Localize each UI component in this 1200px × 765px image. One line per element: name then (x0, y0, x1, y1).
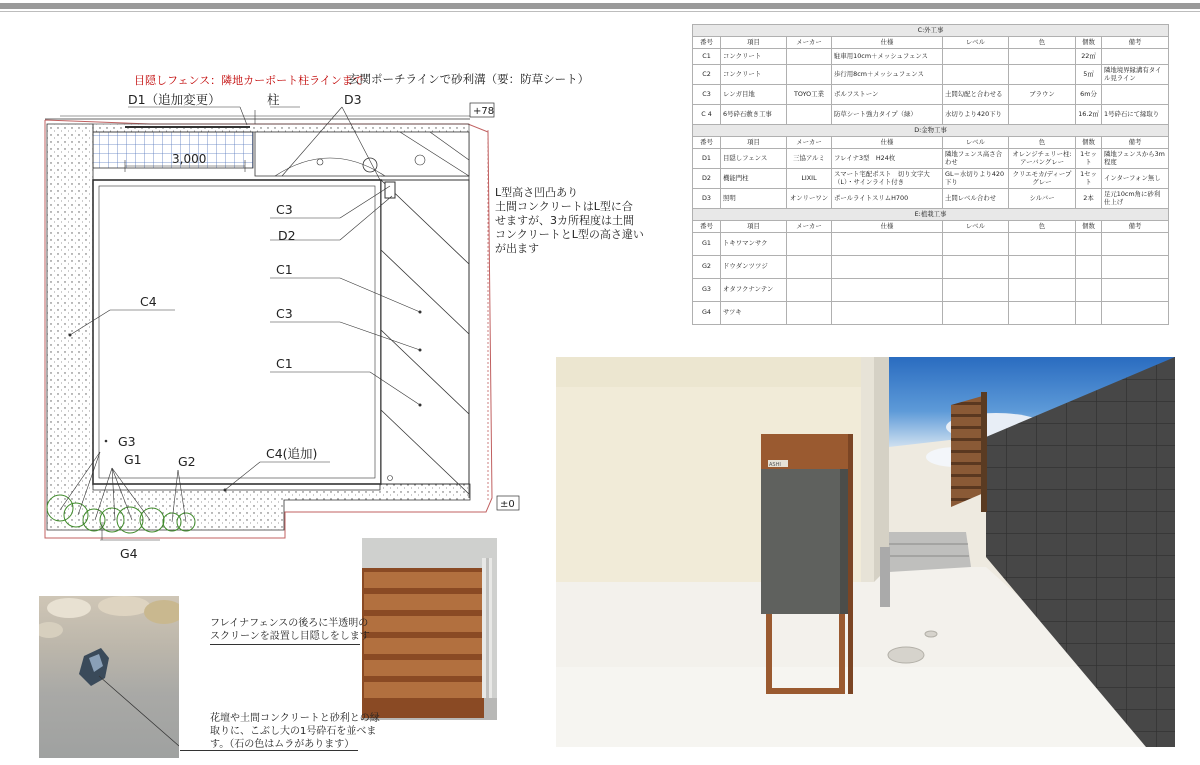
column-header: レベル (943, 221, 1009, 233)
table-cell (1009, 302, 1076, 325)
label-d2: D2 (278, 228, 296, 243)
table-cell: 1セット (1076, 149, 1102, 169)
table-cell (1009, 233, 1076, 256)
table-cell: ドウダンツツジ (721, 256, 787, 279)
column-header: 色 (1009, 37, 1076, 49)
table-cell (832, 233, 943, 256)
table-cell: オタフクナンテン (721, 279, 787, 302)
column-header: 備考 (1102, 137, 1169, 149)
table-cell: G4 (693, 302, 721, 325)
column-header: 仕様 (832, 221, 943, 233)
table-cell: G1 (693, 233, 721, 256)
table-cell (943, 279, 1009, 302)
table-cell (787, 279, 832, 302)
table-cell (787, 65, 832, 85)
table-cell (832, 279, 943, 302)
table-cell: 5㎡ (1076, 65, 1102, 85)
table-cell (832, 256, 943, 279)
table-cell (943, 256, 1009, 279)
level-top: +78 (473, 106, 495, 117)
column-header: 項目 (721, 221, 787, 233)
table-cell: 三協アルミ (787, 149, 832, 169)
table-cell: 機能門柱 (721, 169, 787, 189)
table-cell: インターフォン無し (1102, 169, 1169, 189)
label-c1-mid: C1 (276, 356, 293, 371)
table-cell: 駐車用10cm＋メッシュフェンス (832, 49, 943, 65)
column-headers (693, 37, 1169, 49)
label-c1-top: C1 (276, 262, 293, 277)
table-cell: 歩行用8cm＋メッシュフェンス (832, 65, 943, 85)
column-header: 番号 (693, 37, 721, 49)
table-cell (943, 302, 1009, 325)
table-cell (832, 302, 943, 325)
table-cell (1009, 105, 1076, 125)
column-header: 項目 (721, 37, 787, 49)
stone-photo (39, 596, 179, 758)
table-cell: C3 (693, 85, 721, 105)
table-cell: 1号砕石にて縁取り (1102, 105, 1169, 125)
table-cell: 照明 (721, 189, 787, 209)
render-3d (556, 357, 1175, 747)
table-cell: TOYO工業 (787, 85, 832, 105)
section-header: C:外工事 (693, 25, 1169, 37)
table-cell (1102, 233, 1169, 256)
label-d3: D3 (344, 92, 362, 107)
table-cell: スマート宅配ポスト 切り文字大（L）・サインライト付き (832, 169, 943, 189)
table-cell (1102, 85, 1169, 105)
column-header: メーカー (787, 137, 832, 149)
label-c3-top: C3 (276, 202, 293, 217)
column-header: 色 (1009, 221, 1076, 233)
table-cell: 土間勾配と合わせる (943, 85, 1009, 105)
table-cell: 水切りより420下り (943, 105, 1009, 125)
screen-caption: フレイナフェンスの後ろに半透明の スクリーンを設置し目隠しをします (210, 618, 370, 642)
table-cell (787, 49, 832, 65)
fence-photo (362, 538, 497, 720)
table-row (693, 279, 1169, 302)
label-g3: G3 (118, 434, 136, 449)
table-cell: LIXIL (787, 169, 832, 189)
table-row (693, 149, 1169, 169)
table-cell: トキワマンサク (721, 233, 787, 256)
section-header: E:植栽工事 (693, 209, 1169, 221)
table-cell: 22㎡ (1076, 49, 1102, 65)
table-cell: 土間レベル合わせ (943, 189, 1009, 209)
dimension-label: 3,000 (172, 152, 207, 166)
table-cell: オレンジチェリー柱:アーバングレー (1009, 149, 1076, 169)
table-cell (1102, 49, 1169, 65)
label-c4-add: C4(追加) (266, 446, 318, 461)
table-row (693, 65, 1169, 85)
column-header: 個数 (1076, 137, 1102, 149)
table-cell: GL＝水切りより420下り (943, 169, 1009, 189)
table-cell: 防草シート強力タイプ（緑） (832, 105, 943, 125)
label-g2: G2 (178, 454, 196, 469)
table-cell (1076, 256, 1102, 279)
table-cell: レンガ目地 (721, 85, 787, 105)
column-headers (693, 221, 1169, 233)
table-cell: シルバー (1009, 189, 1076, 209)
column-header: 個数 (1076, 221, 1102, 233)
table-cell (1076, 302, 1102, 325)
label-g4: G4 (120, 546, 138, 560)
table-row (693, 302, 1169, 325)
table-cell (787, 105, 832, 125)
column-header: 番号 (693, 137, 721, 149)
table-row (693, 85, 1169, 105)
table-cell: 足元10cm角に砂利仕上げ (1102, 189, 1169, 209)
table-row (693, 169, 1169, 189)
table-cell: G3 (693, 279, 721, 302)
label-pillar: 柱 (267, 92, 280, 107)
concrete-side (381, 180, 469, 484)
column-header: 個数 (1076, 37, 1102, 49)
table-row (693, 256, 1169, 279)
table-cell (787, 233, 832, 256)
table-cell: ポールライトスリムH700 (832, 189, 943, 209)
table-cell (787, 302, 832, 325)
table-cell: 16.2㎡ (1076, 105, 1102, 125)
label-c4: C4 (140, 294, 157, 309)
table-cell: 隣地フェンスから3m程度 (1102, 149, 1169, 169)
section-header: D:金物工事 (693, 125, 1169, 137)
column-header: 仕様 (832, 37, 943, 49)
column-headers (693, 137, 1169, 149)
table-cell (943, 65, 1009, 85)
column-header: メーカー (787, 37, 832, 49)
spec-table (692, 24, 1169, 325)
column-header: レベル (943, 137, 1009, 149)
table-cell (1102, 256, 1169, 279)
table-cell: D1 (693, 149, 721, 169)
column-header: 備考 (1102, 221, 1169, 233)
label-g1: G1 (124, 452, 142, 467)
table-cell: C2 (693, 65, 721, 85)
l-shape-note: L型高さ凹凸あり 土間コンクリートはL型に合 せますが、3カ所程度は土間 コンクリートとL型の高さ違い が出ます (495, 186, 644, 255)
column-header: 備考 (1102, 37, 1169, 49)
stones-caption: 花壇や土間コンクリートと砂利との縁 取りに、こぶし大の1号砕石を並べま す。（石の色はムラがあります） (210, 713, 380, 750)
table-cell: 6m分 (1076, 85, 1102, 105)
column-header: メーカー (787, 221, 832, 233)
table-cell (1009, 256, 1076, 279)
table-row (693, 49, 1169, 65)
level-zero: ±0 (500, 499, 515, 510)
table-cell: G2 (693, 256, 721, 279)
table-cell: C 4 (693, 105, 721, 125)
table-cell: 2本 (1076, 189, 1102, 209)
post-d2 (385, 182, 395, 198)
concrete-main (93, 180, 381, 484)
table-cell: 隣地境界縁溝有タイル見ライン (1102, 65, 1169, 85)
table-cell: コンクリート (721, 49, 787, 65)
table-cell: C1 (693, 49, 721, 65)
table-cell: コンクリート (721, 65, 787, 85)
table-cell: D3 (693, 189, 721, 209)
table-row (693, 189, 1169, 209)
table-cell: オンリーワン (787, 189, 832, 209)
table-cell: 目隠しフェンス (721, 149, 787, 169)
table-cell: フレイナ3型 H24枚 (832, 149, 943, 169)
table-cell (1009, 279, 1076, 302)
table-row (693, 233, 1169, 256)
table-cell (943, 233, 1009, 256)
table-row (693, 105, 1169, 125)
table-cell: クリエモカ/ディープグレー (1009, 169, 1076, 189)
table-cell: 隣地フェンス高さ合わせ (943, 149, 1009, 169)
gravel-note: 玄関ポーチラインで砂利溝（要：防草シート） (348, 72, 590, 86)
table-cell (1102, 302, 1169, 325)
table-cell: 1セット (1076, 169, 1102, 189)
table-cell (1102, 279, 1169, 302)
table-cell (943, 49, 1009, 65)
table-cell: ボルフストーン (832, 85, 943, 105)
mailbox-text: ASHI (769, 462, 781, 468)
column-header: レベル (943, 37, 1009, 49)
label-c3-mid: C3 (276, 306, 293, 321)
table-cell: D2 (693, 169, 721, 189)
table-cell (787, 256, 832, 279)
table-cell (1076, 279, 1102, 302)
column-header: 項目 (721, 137, 787, 149)
column-header: 番号 (693, 221, 721, 233)
label-d1: D1（追加変更） (128, 92, 221, 107)
fence-note: 目隠しフェンス：隣地カーポート柱ラインまで (134, 74, 364, 87)
table-cell (1009, 49, 1076, 65)
table-cell (1076, 233, 1102, 256)
site-plan (0, 0, 560, 560)
table-cell: サツキ (721, 302, 787, 325)
table-cell (1009, 65, 1076, 85)
table-cell: 6号砕石敷き工事 (721, 105, 787, 125)
column-header: 色 (1009, 137, 1076, 149)
table-cell: ブラウン (1009, 85, 1076, 105)
column-header: 仕様 (832, 137, 943, 149)
